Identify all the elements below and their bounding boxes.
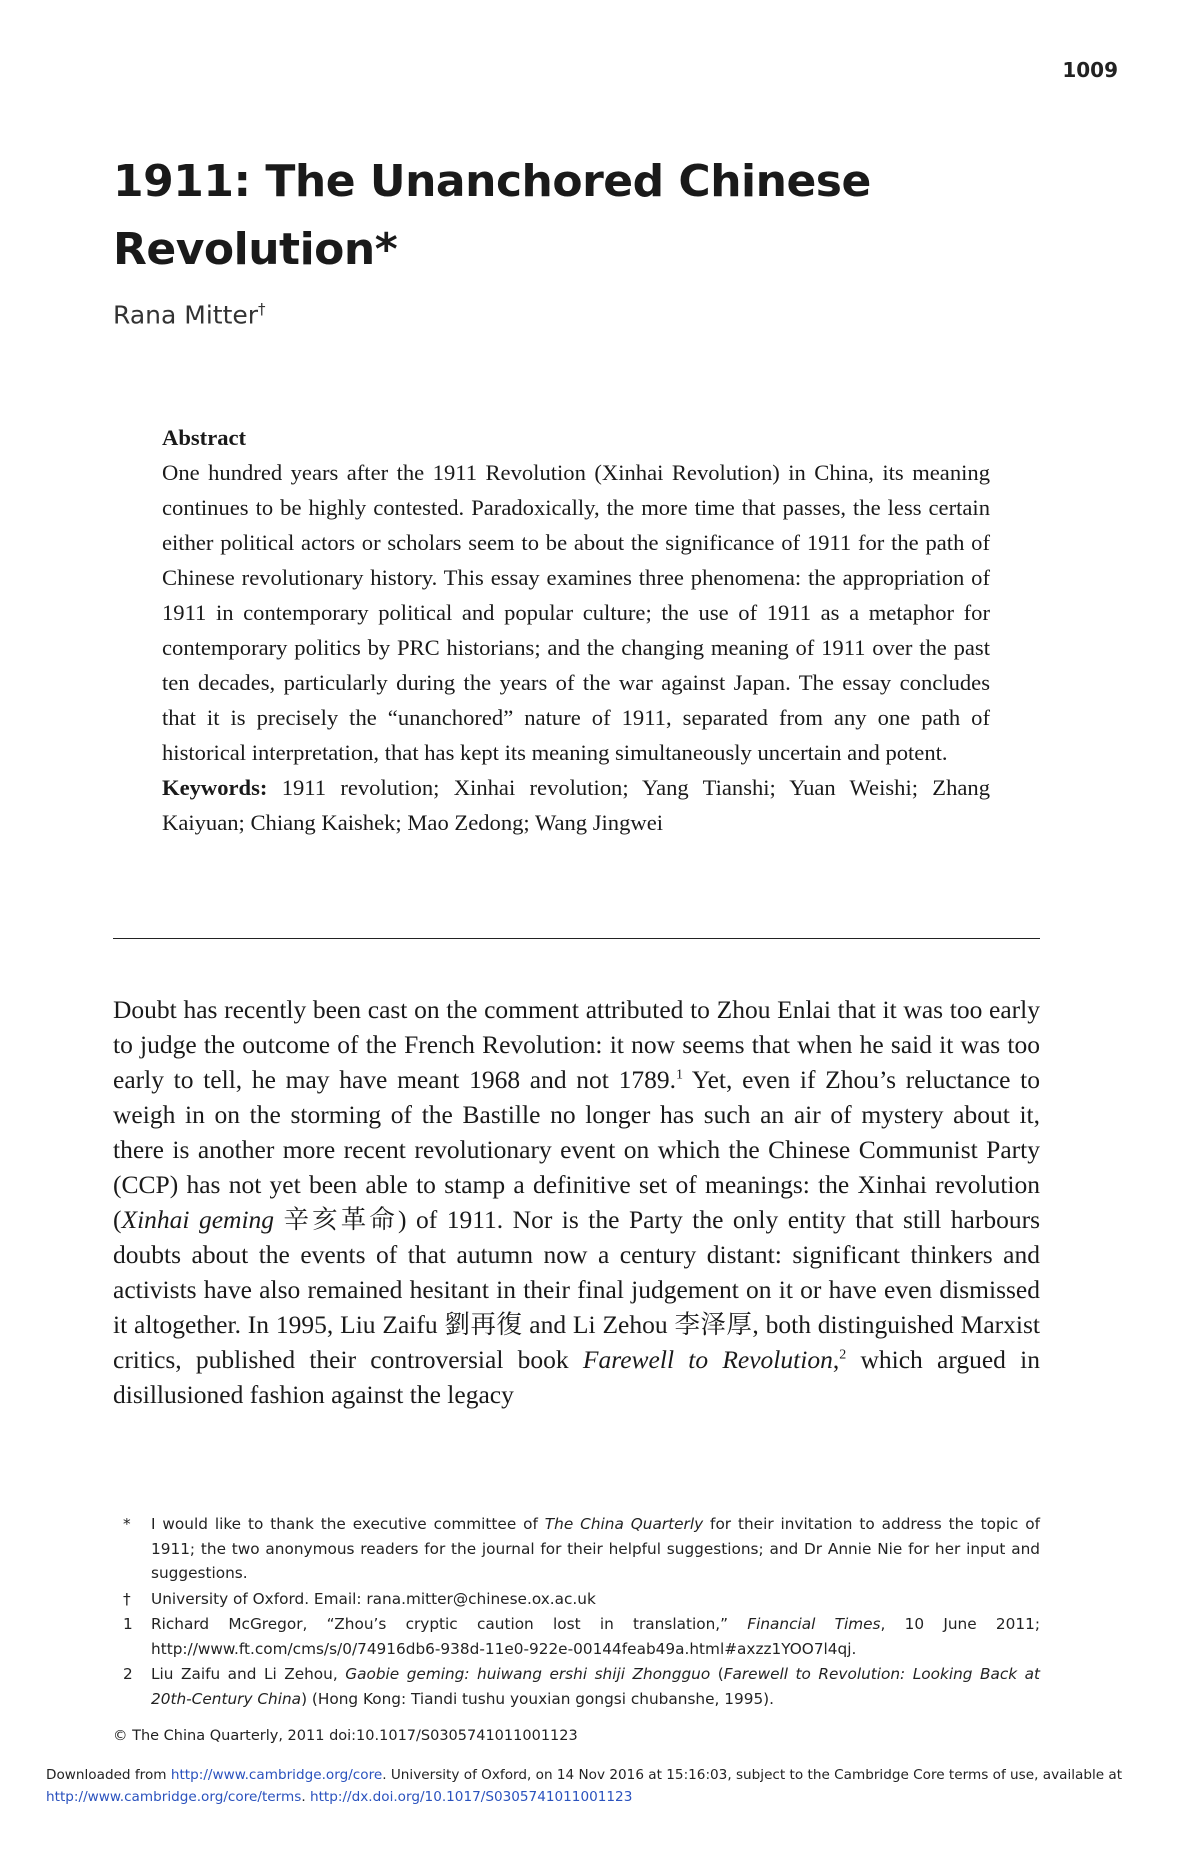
body-text-1: Doubt has recently been cast on the comment attributed to Zhou Enlai that it was too early to judge the outcome of the French Revolution: it now seems that when he said it was too early to tell, he may have meant 1968 and not 1789. <box>113 995 1040 1094</box>
footnote-text: I would like to thank the executive committee of <box>151 1515 545 1533</box>
footnote-affiliation <box>113 1587 1040 1612</box>
section-divider <box>113 938 1040 939</box>
abstract-text: One hundred years after the 1911 Revolution (Xinhai Revolution) in China, its meaning continues to be highly contested. Paradoxically, the more time that passes, the less certain either political actors or scholars seem to be about the significance of 1911 for the path of Chinese revolutionary history. This essay examines three phenomena: the appropriation of 1911 in contemporary political and popular culture; the use of 1911 as a metaphor for contemporary politics by PRC historians; and the changing meaning of 1911 over the past ten decades, particularly during the years of the war against Japan. The essay concludes that it is precisely the “unanchored” nature of 1911, separated from any one path of historical interpretation, that has kept its meaning simultaneously uncertain and potent. <box>162 460 990 765</box>
footnote-text: , 10 June 2011; http://www.ft.com/cms/s/0/74916db6-938d-11e0-922e-00144feab49a.html#axzz1YOO7l4qj. <box>151 1615 1040 1658</box>
body-text-5: which argued in disillusioned fashion against the legacy <box>113 1345 1041 1409</box>
footnote-mark: 2 <box>123 1665 133 1683</box>
body-text-3: 辛亥革命) of 1911. Nor is the Party the only entity that still harbours doubts about the events of that autumn now a century distant: significant thinkers and activists have also remained hesitant in their final judgement on it or have even dismissed it altogether. In 1995, Liu Zaifu 劉再復 and Li Zehou 李泽厚, both distinguished Marxist critics, published their controversial book <box>113 1205 1040 1374</box>
download-text: . University of Oxford, on 14 Nov 2016 at 15:16:03, subject to the Cambridge Core terms of use, available at <box>382 1767 1123 1783</box>
body-italic-book-title: Farewell to Revolution <box>582 1345 833 1374</box>
footnote-acknowledgement <box>113 1512 1040 1586</box>
abstract-heading: Abstract <box>162 425 247 450</box>
footnote-text: Richard McGregor, “Zhou’s cryptic caution lost in translation,” <box>151 1615 748 1633</box>
doi-link[interactable]: http://dx.doi.org/10.1017/S0305741011001123 <box>309 1789 633 1805</box>
author-byline <box>113 300 266 329</box>
cambridge-core-link[interactable]: http://www.cambridge.org/core <box>170 1767 383 1783</box>
terms-link[interactable]: http://www.cambridge.org/core/terms <box>46 1789 302 1805</box>
copyright-line: © The China Quarterly, 2011 doi:10.1017/S0305741011001123 <box>113 1728 578 1744</box>
author-name: Rana Mitter <box>113 300 259 330</box>
article-title: 1911: The Unanchored Chinese Revolution* <box>113 156 871 275</box>
keywords <box>162 770 990 840</box>
body-paragraph <box>113 992 1040 1412</box>
footnote-1 <box>113 1612 1040 1661</box>
footnote-journal-title: The China Quarterly <box>544 1515 704 1533</box>
footnote-2 <box>113 1662 1040 1711</box>
footnote-mark: 1 <box>123 1615 133 1633</box>
footnote-book-title-en: Farewell to Revolution: Looking Back at 20th-Century China <box>151 1665 1040 1708</box>
footnote-ref-1[interactable]: 1 <box>675 1067 683 1083</box>
download-notice <box>46 1764 1176 1808</box>
footnote-ref-2[interactable]: 2 <box>839 1347 847 1363</box>
body-text-4: , <box>832 1345 840 1374</box>
download-text: . <box>301 1789 310 1805</box>
footnotes <box>113 1512 1040 1712</box>
author-affiliation-mark: † <box>258 300 266 318</box>
footnote-mark: * <box>123 1515 131 1533</box>
footnote-text: ) (Hong Kong: Tiandi tushu youxian gongsi chubanshe, 1995). <box>301 1689 775 1708</box>
footnote-mark: † <box>123 1589 131 1608</box>
footnote-source-title: Financial Times <box>747 1615 881 1633</box>
footnote-text: University of Oxford. Email: rana.mitter@chinese.ox.ac.uk <box>151 1589 596 1608</box>
body-text-2: Yet, even if Zhou’s reluctance to weigh in on the storming of the Bastille no longer has such an air of mystery about it, there is another more recent revolutionary event on which the Chinese Communist Party (CCP) has not yet been able to stamp a definitive set of meanings: the Xinhai revolution ( <box>113 1065 1041 1234</box>
footnote-text: Liu Zaifu and Li Zehou, <box>151 1665 346 1683</box>
page-number: 1009 <box>1062 58 1118 82</box>
footnote-text: for their invitation to address the topic of 1911; the two anonymous readers for the journal for their helpful suggestions; and Dr Annie Nie for her input and suggestions. <box>151 1515 1040 1582</box>
footnote-book-title: Gaobie geming: huiwang ershi shiji Zhongguo <box>345 1665 711 1683</box>
abstract <box>162 420 990 840</box>
keywords-label: Keywords: <box>162 775 268 800</box>
keywords-list: 1911 revolution; Xinhai revolution; Yang Tianshi; Yuan Weishi; Zhang Kaiyuan; Chiang Kaishek; Mao Zedong; Wang Jingwei <box>162 775 990 835</box>
body-italic-xinhai-geming: Xinhai geming <box>121 1205 275 1234</box>
footnote-text: ( <box>710 1665 724 1683</box>
download-text: Downloaded from <box>46 1767 171 1783</box>
